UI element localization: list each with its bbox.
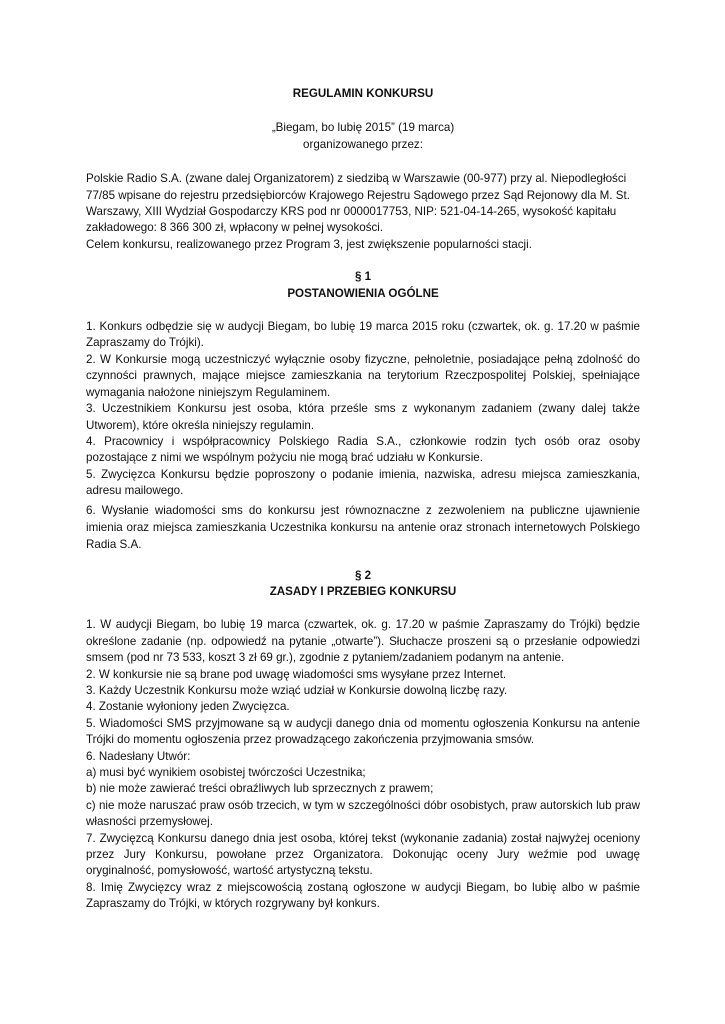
paragraph: 3. Każdy Uczestnik Konkursu może wziąć udział w Konkursie dowolną liczbę razy. [86, 683, 508, 697]
document-title: REGULAMIN KONKURSU [292, 87, 434, 100]
contest-purpose: Celem konkursu, realizowanego przez Program 3, jest zwiększenie popularności stacji. [86, 237, 532, 251]
organizer-intro-label: organizowanego przez: [303, 137, 423, 151]
section-2-number: § 2 [354, 568, 372, 582]
paragraph: 6. Wysłanie wiadomości sms do konkursu jest równoznaczne z zezwoleniem na publiczne ujawnienie imienia oraz miejsca zamieszkania Uczestnika konkursu na antenie oraz stronach internetowych Polskiego Radia S.A. [86, 503, 640, 551]
contest-name: „Biegam, bo lubię 2015” (19 marca) [271, 121, 455, 135]
paragraph: 7. Zwycięzcą Konkursu danego dnia jest osoba, której tekst (wykonanie zadania) został najwyżej oceniony przez Jury Konkursu, powołane przez Organizatora. Dokonując oceny Jury weźmie pod uwagę oryginalność, pomysłowość, wartość artystyczną tekstu. [86, 831, 640, 878]
section-1-body [86, 319, 640, 552]
paragraph: 6. Nadesłany Utwór: [86, 749, 191, 763]
section-1 [86, 269, 640, 552]
list-item: a) musi być wynikiem osobistej twórczości Uczestnika; [86, 766, 366, 779]
paragraph: 1. W audycji Biegam, bo lubię 19 marca (czwartek, ok. g. 17.20 w paśmie Zapraszamy do Trójki) będzie określone zadanie (np. odpowiedź na pytanie „otwarte”). Słuchacze proszeni są o przesłanie odpowiedzi smsem (pod nr 73 533, koszt 3 zł 69 gr.), zgodnie z pytaniem/zadaniem podanym na antenie. [86, 618, 640, 665]
section-2 [86, 568, 640, 913]
paragraph: 2. W Konkursie mogą uczestniczyć wyłącznie osoby fizyczne, pełnoletnie, posiadające pełną zdolność do czynności prawnych, mające miejsce zamieszkania na terytorium Rzeczpospolitej Polskiej, spełniające wymagania nałożone niniejszym Regulaminem. [86, 352, 640, 399]
section-1-number: § 1 [354, 270, 372, 284]
paragraph: 1. Konkurs odbędzie się w audycji Biegam, bo lubię 19 marca 2015 roku (czwartek, ok. g. 17.20 w paśmie Zapraszamy do Trójki). [86, 320, 640, 350]
section-2-heading: ZASADY I PRZEBIEG KONKURSU [269, 584, 457, 598]
document-page [86, 86, 640, 913]
section-1-heading: POSTANOWIENIA OGÓLNE [287, 286, 439, 300]
list-item: b) nie może zawierać treści obraźliwych lub sprzecznych z prawem; [86, 782, 434, 796]
paragraph: 4. Zostanie wyłoniony jeden Zwycięzca. [86, 700, 290, 714]
paragraph: 5. Zwycięzca Konkursu będzie poproszony o podanie imienia, nazwiska, adresu miejsca zamieszkania, adresu mailowego. [86, 467, 640, 498]
organizer-details: Polskie Radio S.A. (zwane dalej Organizatorem) z siedzibą w Warszawie (00-977) przy al. Niepodległości 77/85 wpisane do rejestru przedsiębiorców Krajowego Rejestru Sądowego przez Sąd Rejonowy dla M. St. Warszawy, XIII Wydział Gospodarczy KRS pod nr 0000017753, NIP: 521-04-14-265, wysokość kapitału zakładowego: 8 366 300 zł, wpłacony w pełnej wysokości. [86, 172, 630, 235]
section-2-body [86, 617, 640, 912]
paragraph: 2. W konkursie nie są brane pod uwagę wiadomości sms wysyłane przez Internet. [86, 667, 507, 681]
paragraph: 8. Imię Zwycięzcy wraz z miejscowością zostaną ogłoszone w audycji Biegam, bo lubię albo w paśmie Zapraszamy do Trójki, w których rozgrywany był konkurs. [86, 880, 640, 911]
list-item: c) nie może naruszać praw osób trzecich, w tym w szczególności dóbr osobistych, praw autorskich lub praw własności przemysłowej. [86, 798, 640, 829]
paragraph: 4. Pracownicy i współpracownicy Polskiego Radia S.A., członkowie rodzin tych osób oraz osoby pozostające z nimi we wspólnym pożyciu nie mogą brać udziału w Konkursie. [86, 434, 640, 465]
paragraph: 5. Wiadomości SMS przyjmowane są w audycji danego dnia od momentu ogłoszenia Konkursu na antenie Trójki do momentu ogłoszenia przez prowadzącego zakończenia przyjmowania smsów. [86, 716, 640, 747]
paragraph: 3. Uczestnikiem Konkursu jest osoba, która prześle sms z wykonanym zadaniem (zwany dalej także Utworem), które określa niniejszy regulamin. [86, 402, 640, 432]
organizer-info [86, 171, 640, 253]
